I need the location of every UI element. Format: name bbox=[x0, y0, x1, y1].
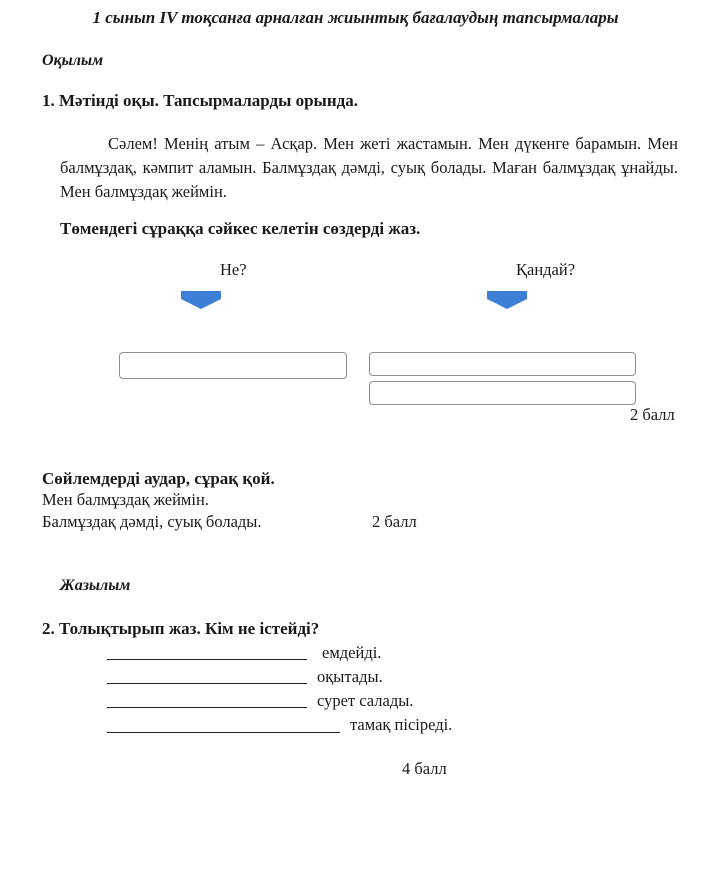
score-task-2: 4 балл bbox=[402, 759, 447, 778]
instruction-heading: Төмендегі сұраққа сәйкес келетін сөздерді жаз. bbox=[60, 219, 421, 238]
score-translate: 2 балл bbox=[372, 512, 417, 531]
answer-box-which-1[interactable] bbox=[369, 352, 636, 376]
task-1-heading: 1. Мәтінді оқы. Тапсырмаларды орында. bbox=[42, 91, 358, 110]
arrow-down-icon bbox=[181, 291, 221, 311]
answer-box-which-2[interactable] bbox=[369, 381, 636, 405]
answer-box-what[interactable] bbox=[119, 352, 347, 379]
section-reading: Оқылым bbox=[42, 52, 104, 69]
question-what: Не? bbox=[220, 260, 247, 279]
task-2-item-4: тамақ пісіреді. bbox=[350, 715, 453, 734]
translate-sentence-1: Мен балмұздақ жеймін. bbox=[42, 490, 209, 509]
question-which: Қандай? bbox=[516, 260, 576, 279]
task-2-item-3: сурет салады. bbox=[317, 691, 414, 710]
task-2-item-2: оқытады. bbox=[317, 667, 383, 686]
section-writing: Жазылым bbox=[60, 577, 131, 594]
reading-passage: Сәлем! Менің атым – Асқар. Мен жеті жастамын. Мен дүкенге барамын. Мен балмұздақ, кәмпит аламын. Балмұздақ дәмді, суық болады. Маған балмұздақ ұнайды. Мен балмұздақ жеймін. bbox=[60, 134, 678, 201]
task-2-item-1: емдейді. bbox=[322, 643, 382, 662]
page-title: 1 сынып IV тоқсанға арналған жиынтық бағалаудың тапсырмалары bbox=[92, 8, 619, 27]
arrow-down-icon bbox=[487, 291, 527, 311]
fill-blank-line[interactable] bbox=[107, 707, 307, 708]
task-2-heading: 2. Толықтырып жаз. Кім не істейді? bbox=[42, 619, 320, 638]
fill-blank-line[interactable] bbox=[107, 683, 307, 684]
fill-blank-line[interactable] bbox=[107, 732, 340, 733]
translate-sentence-2: Балмұздақ дәмді, суық болады. bbox=[42, 512, 262, 531]
fill-blank-line[interactable] bbox=[107, 659, 307, 660]
translate-heading: Сөйлемдерді аудар, сұрақ қой. bbox=[42, 469, 275, 488]
score-task-1: 2 балл bbox=[630, 405, 675, 424]
